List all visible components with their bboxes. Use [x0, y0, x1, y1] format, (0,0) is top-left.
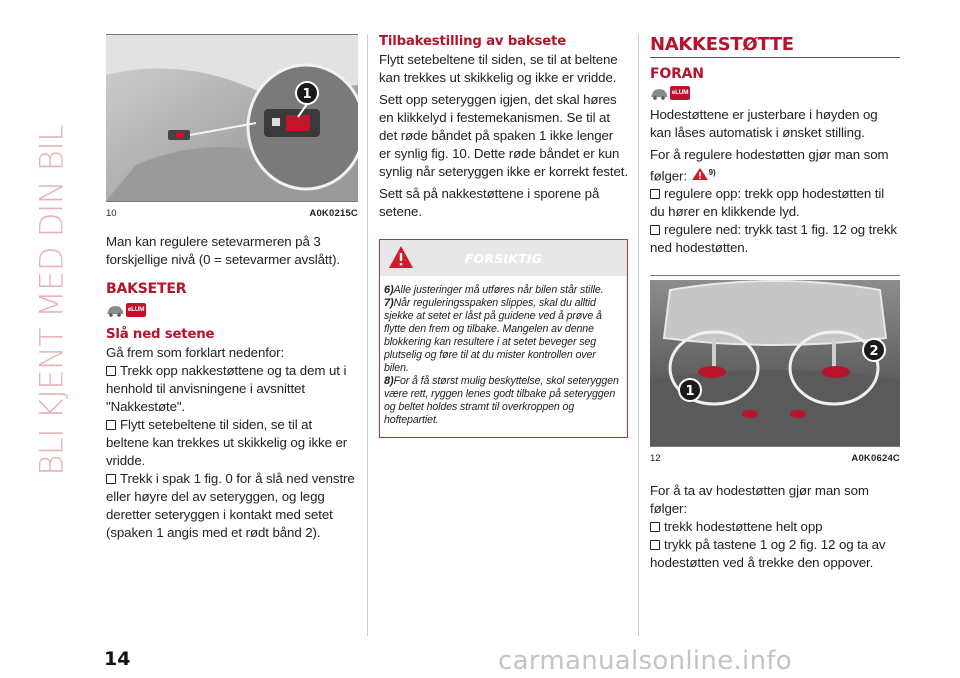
paragraph-3: Sett så på nakkestøttene i sporene på setene. — [379, 186, 600, 219]
warning-reference: 9) — [708, 168, 716, 177]
paragraph-2: Sett opp seteryggen igjen, det skal høres en klikkelyd i festemekanismen. Se til at det røde båndet på spaken 1 ikke lenger er synlig fig. 10. Dette røde båndet er kun synlig når seteryggen ikke er korrekt festet. — [379, 92, 628, 179]
elum-badge: eLUM — [126, 303, 146, 317]
warning-label: FORSIKTIG — [464, 250, 543, 266]
elum-badge: eLUM — [670, 86, 690, 100]
page-number: 14 — [104, 648, 131, 670]
figure-12-image — [650, 280, 900, 446]
list-item: regulere ned: trykk tast 1 fig. 12 og trekk ned hodestøtten. — [650, 222, 897, 256]
checkbox-icon — [106, 366, 116, 376]
checkbox-icon — [650, 522, 660, 532]
side-section-title: BLI KJENT MED DIN BIL — [33, 124, 72, 476]
warning-item: 7)Når reguleringsspaken slippes, skal du alltid sjekke at setet er låst på guidene ved å prøve å flytte den frem og tilbake. Mangelen av denne blokkering kan resultere i at setet beveger seg plutselig og føre til at du mister kontrollen over bilen. — [384, 297, 602, 374]
car-icon — [106, 303, 124, 317]
warning-box — [379, 239, 628, 438]
figure-10-number: 10 — [106, 208, 117, 219]
checkbox-icon — [106, 420, 116, 430]
watermark: carmanualsonline.info — [498, 646, 793, 676]
column-2 — [379, 34, 628, 438]
column-3 — [650, 34, 900, 572]
slaa-ned-heading: Slå ned setene — [106, 327, 215, 342]
figure-12-code: A0K0624C — [851, 453, 900, 465]
figure-12-caption — [650, 453, 900, 464]
column-divider-2 — [638, 34, 639, 636]
checkbox-icon — [650, 540, 660, 550]
tilbakestilling-heading: Tilbakestilling av baksete — [379, 34, 567, 49]
list-item: Trekk i spak 1 fig. 0 for å slå ned venstre eller høyre del av seteryggen, og legg deretter seteryggen i kontakt med setet (spaken 1 angis med et rødt bånd 2). — [106, 471, 355, 540]
checkbox-icon — [650, 189, 660, 199]
list-item: trekk hodestøttene helt opp — [650, 518, 900, 536]
figure-12-callout-2: 2 — [869, 344, 879, 360]
figure-12-number: 12 — [650, 453, 661, 465]
nakkestotte-heading: NAKKESTØTTE — [650, 34, 900, 58]
list-item: Flytt setebeltene til siden, se til at beltene kan trekkes ut skikkelig og ikke er vridde. — [106, 417, 348, 468]
elum-indicator — [650, 84, 900, 102]
figure-10 — [106, 34, 358, 202]
paragraph-2: For å regulere hodestøtten gjør man som følger: $^{9)}$ — [650, 147, 889, 184]
intro-paragraph: Man kan regulere setevarmeren på 3 forskjellige nivå (0 = setevarmer avslått). — [106, 234, 341, 267]
slaa-ned-intro: Gå frem som forklart nedenfor: — [106, 345, 285, 360]
warning-triangle-icon — [691, 167, 709, 181]
figure-12 — [650, 280, 900, 447]
warning-item: 6)Alle justeringer må utføres når bilen står stille. — [384, 284, 604, 296]
column-divider-1 — [367, 34, 368, 636]
checkbox-icon — [106, 474, 116, 484]
foran-heading: FORAN — [650, 66, 704, 82]
figure-10-code: A0K0215C — [309, 208, 358, 219]
figure-12-callout-1: 1 — [685, 384, 695, 400]
column-1 — [106, 34, 358, 542]
warning-item: 8)For å få størst mulig beskyttelse, skol seteryggen være rett, ryggen lenes godt tilbake på seteryggen og beltet holdes stramt til overkroppen og hoftepartiet. — [384, 375, 619, 426]
warning-triangle-icon — [388, 245, 414, 269]
list-item: trykk på tastene 1 og 2 fig. 12 og ta av hodestøtten ved å trekke den oppover. — [650, 537, 886, 571]
warning-body — [380, 276, 627, 437]
list-item: regulere opp: trekk opp hodestøtten til du hører en klikkende lyd. — [650, 186, 885, 220]
figure-10-image — [106, 35, 358, 201]
figure-10-caption — [106, 208, 358, 219]
car-icon — [650, 86, 668, 100]
checkbox-icon — [650, 225, 660, 235]
paragraph-1: Flytt setebeltene til siden, se til at beltene kan trekkes ut skikkelig og ikke er vridde. — [379, 52, 618, 85]
elum-indicator — [106, 301, 358, 319]
figure-10-callout-1: 1 — [302, 87, 312, 102]
baksete-heading: BAKSETER — [106, 281, 187, 297]
warning-header — [380, 240, 627, 276]
list-item: Trekk opp nakkestøttene og ta dem ut i henhold til anvisningene i avsnittet "Nakkestøte". — [106, 363, 347, 414]
figure-12-top-rule — [650, 275, 900, 276]
paragraph-1: Hodestøttene er justerbare i høyden og kan låses automatisk i ønsket stilling. — [650, 107, 878, 140]
paragraph-3: For å ta av hodestøtten gjør man som følger: — [650, 483, 869, 517]
